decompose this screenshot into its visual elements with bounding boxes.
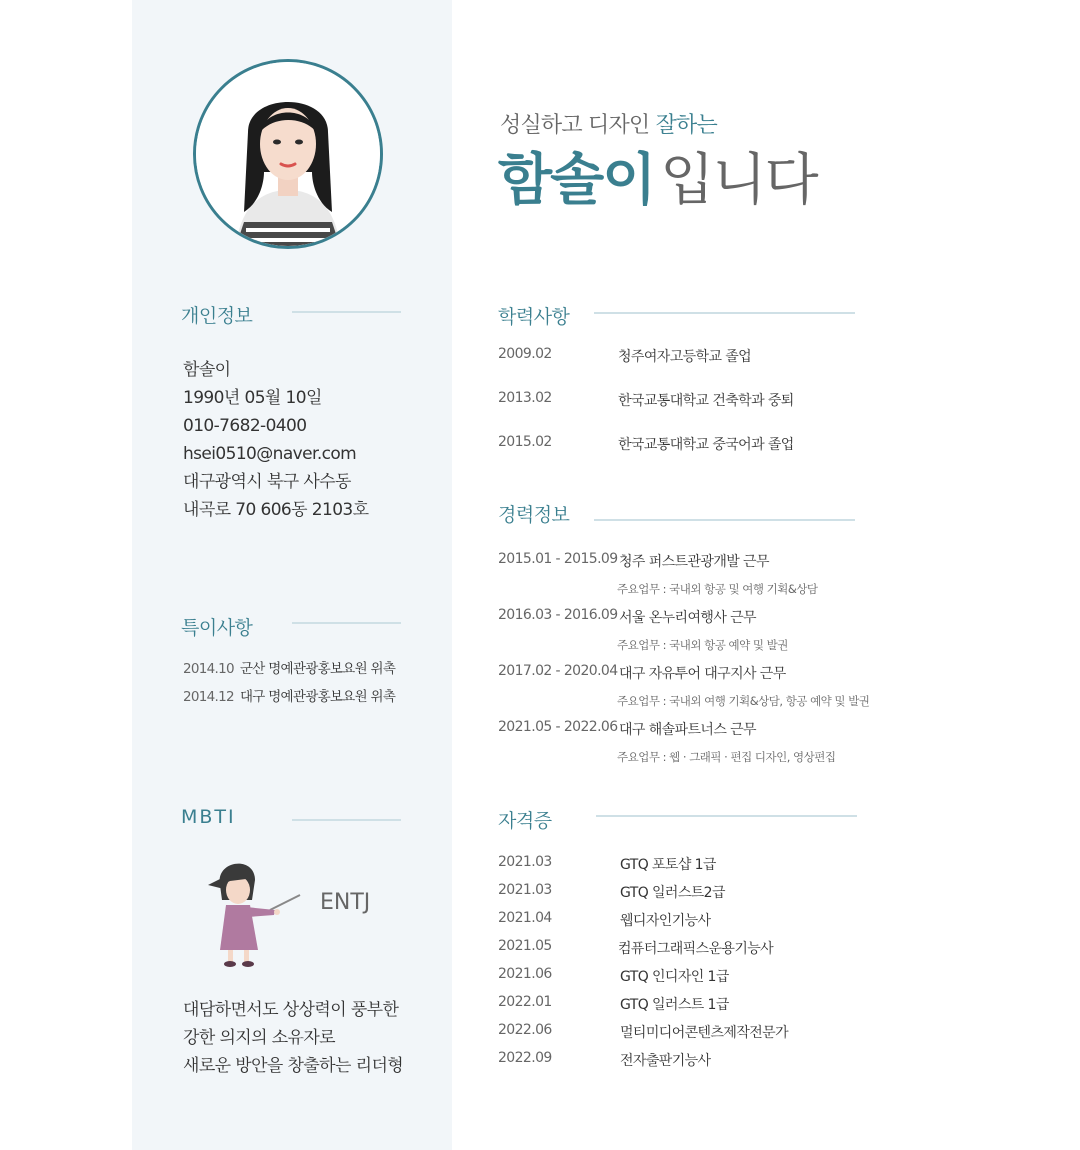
edu-date: 2015.02: [498, 434, 552, 450]
info-name: 함솔이: [183, 360, 231, 380]
info-phone: 010-7682-0400: [183, 416, 307, 436]
career-period: 2021.05 - 2022.06: [498, 719, 618, 735]
cert-name: GTQ 인디자인 1급: [620, 969, 729, 985]
note-text: 군산 명예관광홍보요원 위촉: [239, 661, 396, 677]
info-address-line2: 내곡로 70 606동 2103호: [183, 500, 369, 520]
career-duty: 주요업무 : 국내외 항공 예약 및 발권: [617, 638, 788, 652]
list-item: [183, 655, 395, 683]
cert-name: 컴퓨터그래픽스운용기능사: [618, 941, 774, 957]
certificates-section-title: 자격증: [498, 810, 552, 832]
personal-info: [183, 356, 368, 524]
career-company: 대구 해솔파트너스 근무: [619, 722, 756, 738]
mbti-desc-line: 새로운 방안을 창출하는 리더형: [183, 1056, 404, 1076]
cert-name: GTQ 일러스트2급: [620, 885, 725, 901]
edu-text: 한국교통대학교 중국어과 졸업: [618, 437, 794, 453]
note-date: 2014.10: [183, 661, 234, 677]
cert-date: 2021.03: [498, 882, 552, 898]
certificates-divider: [596, 815, 857, 817]
edu-text: 한국교통대학교 건축학과 중퇴: [618, 393, 794, 409]
career-divider: [594, 519, 855, 521]
notes-divider: [292, 622, 401, 624]
info-email: hsei0510@naver.com: [183, 444, 357, 464]
cert-date: 2021.06: [498, 966, 552, 982]
profile-photo: [193, 59, 383, 249]
education-divider: [594, 312, 855, 314]
cert-name: 웹디자인기능사: [620, 913, 711, 929]
career-duty: 주요업무 : 국내외 여행 기획&상담, 항공 예약 및 발권: [617, 694, 870, 708]
notes-list: [183, 655, 395, 711]
career-period: 2015.01 - 2015.09: [498, 551, 618, 567]
mbti-description: [183, 996, 403, 1080]
cert-name: 전자출판기능사: [620, 1053, 711, 1069]
page-title: [498, 143, 817, 219]
notes-section-title: 특이사항: [181, 617, 253, 639]
info-address-line1: 대구광역시 북구 사수동: [183, 472, 351, 492]
career-duty: 주요업무 : 국내외 항공 및 여행 기획&상담: [617, 582, 818, 596]
tagline-highlight: 잘하는: [655, 113, 717, 138]
cert-name: 멀티미디어콘텐츠제작전문가: [620, 1025, 789, 1041]
personal-section-title: 개인정보: [181, 305, 253, 327]
portrait-illustration: [196, 62, 380, 246]
career-period: 2017.02 - 2020.04: [498, 663, 618, 679]
cert-name: GTQ 일러스트 1급: [620, 997, 729, 1013]
career-company: 대구 자유투어 대구지사 근무: [619, 666, 786, 682]
edu-text: 청주여자고등학교 졸업: [618, 349, 752, 365]
mbti-type: ENTJ: [320, 890, 371, 915]
note-date: 2014.12: [183, 689, 234, 705]
mbti-desc-line: 대담하면서도 상상력이 풍부한: [183, 1000, 399, 1020]
career-period: 2016.03 - 2016.09: [498, 607, 618, 623]
career-duty: 주요업무 : 웹 · 그래픽 · 편집 디자인, 영상편집: [617, 750, 836, 764]
education-section-title: 학력사항: [498, 306, 570, 328]
headline-name: 함솔이: [498, 148, 655, 213]
edu-date: 2009.02: [498, 346, 552, 362]
tagline-prefix: 성실하고 디자인: [500, 113, 656, 138]
career-company: 청주 퍼스트관광개발 근무: [619, 554, 769, 570]
cert-date: 2022.06: [498, 1022, 552, 1038]
headline-suffix: 입니다: [660, 148, 817, 213]
mbti-divider: [292, 819, 401, 821]
tagline: [500, 108, 717, 139]
cert-date: 2021.05: [498, 938, 552, 954]
cert-date: 2022.09: [498, 1050, 552, 1066]
info-birthdate: 1990년 05월 10일: [183, 388, 322, 408]
list-item: [183, 683, 395, 711]
mbti-section-title: MBTI: [181, 806, 236, 828]
career-section-title: 경력정보: [498, 504, 570, 526]
cert-date: 2022.01: [498, 994, 552, 1010]
cert-date: 2021.04: [498, 910, 552, 926]
career-company: 서울 온누리여행사 근무: [619, 610, 756, 626]
note-text: 대구 명예관광홍보요원 위촉: [239, 689, 396, 705]
mbti-desc-line: 강한 의지의 소유자로: [183, 1028, 336, 1048]
personal-divider: [292, 311, 401, 313]
teacher-character-icon: [200, 855, 310, 970]
cert-name: GTQ 포토샵 1급: [620, 857, 716, 873]
edu-date: 2013.02: [498, 390, 552, 406]
cert-date: 2021.03: [498, 854, 552, 870]
